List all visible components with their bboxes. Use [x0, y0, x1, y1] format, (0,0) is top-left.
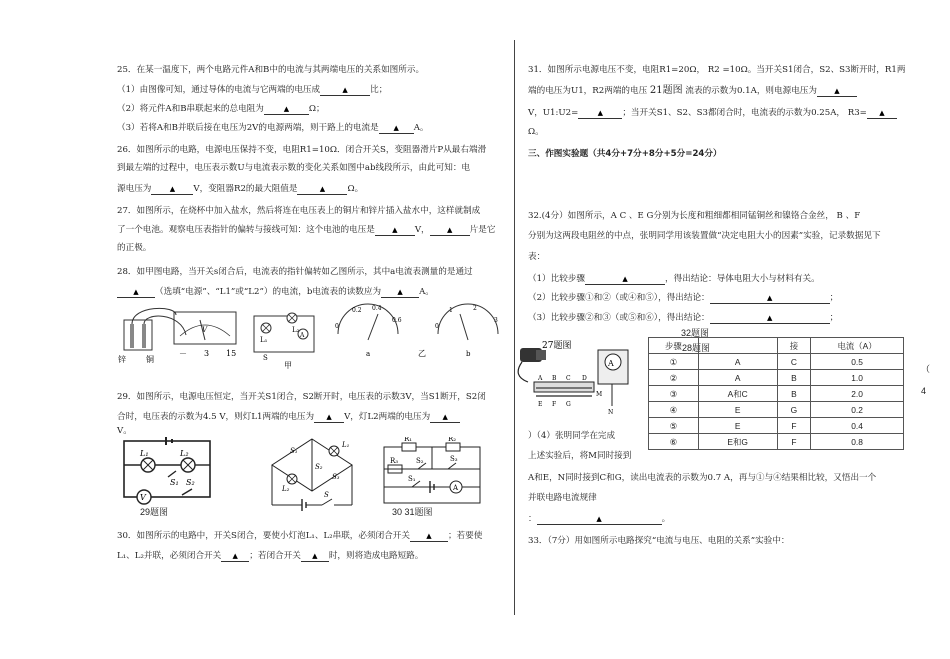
label-A: A	[538, 375, 543, 382]
tick-1: 1	[449, 307, 453, 314]
tick-0.4: 0.4	[372, 305, 382, 312]
q33-line1: 33．（7分）用如图所示电路探究“电流与电压、电阻的关系”实验中：	[528, 536, 790, 546]
q26-line2: 到最左端的过程中，电压表示数U与电流表示数的变化关系如图中ab线段所示，由此可知：电	[117, 163, 471, 173]
answer-blank[interactable]: ▲	[710, 314, 830, 324]
tick-0.2: 0.2	[352, 307, 362, 314]
tick-0.6: 0.6	[392, 317, 402, 324]
fig-30-circuit	[262, 435, 362, 515]
q25-line2: （1）由图像可知，通过导体的电流与它两端的电压成 ▲ 比；	[117, 85, 388, 95]
q27-line2: 了一个电池。观察电压表指针的偏转与接线可知：这个电池的电压是 ▲ V， ▲ 片是它	[117, 225, 496, 235]
answer-blank[interactable]: ▲	[375, 226, 415, 236]
q26-line1: 26．如图所示的电路，电源电压保持不变，电阻R1=10Ω．闭合开关S，变阻器滑片P从最右端滑	[117, 145, 487, 155]
label-S1: S₁	[170, 478, 179, 487]
answer-blank[interactable]: ▲	[410, 532, 448, 542]
label-S2: S₂	[315, 463, 323, 471]
table-row: ③ A和C B 2.0	[649, 386, 904, 402]
q32-item4-line2: 上述实验后，将M同时接到	[528, 451, 632, 461]
table-row: ⑥ E和G F 0.8	[649, 434, 904, 450]
col-current: 电流（A）	[811, 338, 904, 354]
q32-item4-line3: A和E，N同时接到C和G，读出电流表的示数为0.7 A，再与①与④结果相比较，又悟出一个	[528, 473, 877, 483]
label-L2: L₂	[180, 449, 189, 458]
q32-item1: （1）比较步骤 ▲ ，得出结论：导体电阻大小与材料有关。	[528, 274, 820, 284]
table-header-row	[649, 338, 904, 354]
label-b: b	[466, 350, 471, 358]
label-a: a	[366, 350, 371, 358]
q32-line3: 表：	[528, 252, 546, 262]
answer-blank[interactable]: ▲	[578, 109, 622, 119]
q31-figure-tag: 21题图	[649, 85, 683, 96]
q25-line3: （2）将元件A和B串联起来的总电阻为 ▲ Ω；	[117, 104, 325, 114]
q31-line4: Ω。	[528, 127, 544, 137]
label-L2: L₂	[292, 326, 300, 334]
fig-30-31-caption: 30 31题图	[392, 507, 433, 517]
q30-line2: L₁、L₂并联，必须闭合开关 ▲ ；若闭合开关 ▲ 时，则将造成电路短路。	[117, 551, 424, 561]
table-row: ② A B 1.0	[649, 370, 904, 386]
label-jia: 甲	[284, 361, 292, 370]
answer-blank[interactable]: ▲	[710, 294, 830, 304]
svg-text:A: A	[608, 359, 614, 368]
fig-31-circuit	[378, 437, 488, 511]
answer-blank[interactable]: ▲	[817, 87, 857, 97]
label-B: B	[552, 375, 557, 382]
label-S1: S₁	[408, 475, 416, 483]
answer-blank[interactable]: ▲	[221, 552, 249, 562]
answer-blank[interactable]: ▲	[585, 275, 665, 285]
label-minus: －	[179, 349, 187, 358]
tick-0: 0	[335, 323, 339, 330]
answer-blank[interactable]: ▲	[320, 86, 370, 96]
q31-line1: 31．如图所示电源电压不变，电阻R1=20Ω， R2 =10Ω。当开关S1闭合，S2、S3断开时，R1两	[528, 65, 906, 75]
answer-blank[interactable]: ▲	[117, 288, 155, 298]
label-C: C	[566, 375, 571, 382]
q29-line1: 29．如图所示，电源电压恒定，当开关S1闭合，S2断开时，电压表的示数3V，当S1断开，S2闭	[117, 392, 486, 402]
label-E: E	[538, 401, 543, 408]
col-step: 步骤	[649, 338, 699, 354]
answer-blank[interactable]: ▲	[264, 105, 309, 115]
fig-27-caption: 27题图	[542, 341, 572, 351]
fig-28-caption: 28题图	[682, 343, 711, 353]
svg-text:0: 0	[435, 323, 439, 330]
answer-blank[interactable]: ▲	[867, 109, 897, 119]
q25-line4: （3）若将A和B并联后接在电压为2V的电源两端，则干路上的电流是 ▲ A。	[117, 123, 429, 133]
label-S: S	[324, 491, 329, 499]
label-F: F	[552, 401, 557, 408]
label-S3: S₃	[450, 455, 458, 463]
answer-blank[interactable]: ▲	[297, 185, 347, 195]
label-R3: R₃	[390, 457, 399, 465]
label-S3: S₃	[332, 473, 340, 481]
q26-line3: 源电压为 ▲ V，变阻器R2的最大阻值是 ▲ Ω。	[117, 184, 364, 194]
answer-blank[interactable]: ▲	[301, 552, 329, 562]
fig-27-28-apparatus	[512, 336, 644, 416]
label-L1: L₁	[342, 441, 350, 449]
column-divider	[514, 40, 515, 615]
q32-item4-line4: 并联电路电流规律	[528, 493, 597, 503]
q27-line1: 27．如图所示，在烧杯中加入盐水，然后将连在电压表上的铜片和锌片插入盐水中，这样就制成	[117, 206, 481, 216]
answer-blank[interactable]: ▲	[430, 413, 460, 423]
answer-blank[interactable]: ▲	[314, 413, 344, 423]
q28-line1: 28．如甲图电路，当开关s闭合后，电流表的指针偏转如乙图所示，其中a电流表测量的是通过	[117, 267, 473, 277]
table-row: ⑤ E F 0.4	[649, 418, 904, 434]
label-copper: 铜	[146, 355, 154, 364]
q32-item4-line1: ）（4）张明同学在完成	[528, 431, 616, 441]
label-zinc: 锌	[118, 355, 126, 364]
label-S2: S₂	[416, 457, 424, 465]
q30-line1: 30．如图所示的电路中，开关S闭合，要使小灯泡L₁、L₂串联，必须闭合开关 ▲ ；若要使	[117, 531, 483, 541]
label-S2: S₂	[186, 478, 195, 487]
answer-blank[interactable]: ▲	[151, 185, 193, 195]
svg-text:A: A	[300, 332, 305, 339]
label-M: M	[596, 391, 603, 398]
q32-item4-line5: ： ▲ 。	[528, 514, 671, 524]
answer-blank[interactable]: ▲	[379, 124, 414, 134]
fig-32-caption: 32题图	[681, 328, 710, 338]
q31-line3: V，U1:U2= ▲ ；当开关S1、S2、S3都闭合时，电流表的示数为0.25A， R3= ▲	[528, 107, 897, 119]
col-m: M	[698, 338, 777, 354]
table-row: ④ E G 0.2	[649, 402, 904, 418]
label-V: V	[140, 493, 146, 502]
label-N: N	[608, 409, 614, 416]
q27-line3: 的正极。	[117, 243, 152, 253]
label-yi: 乙	[418, 349, 426, 358]
table-row: ① A C 0.5	[649, 354, 904, 370]
label-D: D	[582, 375, 587, 382]
q29-line2: 合时，电压表的示数为4.5 V，则灯L1两端的电压为 ▲ V，灯L2两端的电压为 ▲	[117, 411, 460, 423]
q32-line2: 分别为这两段电阻丝的中点，张明同学用该装置做“决定电阻大小的因素”实验，记录数据见下	[528, 231, 881, 241]
q25-line1: 25．在某一温度下，两个电路元件A和B中的电流与其两端电压的关系如图所示。	[117, 65, 425, 75]
label-S: S	[263, 354, 268, 362]
answer-blank[interactable]: ▲	[537, 515, 662, 525]
q29-line3: V。	[117, 426, 132, 436]
q28-figure	[116, 300, 506, 370]
svg-text:V: V	[202, 326, 208, 334]
label-G: G	[566, 401, 571, 408]
label-L1: L₁	[260, 336, 268, 344]
tick-2: 2	[473, 305, 477, 312]
q31-line2: 端的电压为U1，R2两端的电压 21题图 流表的示数为0.1A，则电源电压为 ▲	[528, 85, 857, 97]
side-mark-4: 4	[921, 386, 927, 396]
fig-29-caption: 29题图	[140, 507, 169, 517]
label-L2: L₂	[282, 485, 290, 493]
col-connect: 接	[777, 338, 811, 354]
q28-line2: ▲ （选填“电源”、“L1”或“L2”）的电流，b电流表的读数应为 ▲ A。	[117, 286, 434, 298]
label-L1: L₁	[140, 449, 149, 458]
label-R2: R₂	[448, 437, 457, 443]
answer-blank[interactable]: ▲	[381, 288, 419, 298]
tick-3: 3	[494, 317, 498, 324]
q32-line1: 32.(4分）如图所示，A C 、E G分别为长度和粗细都相同锰铜丝和镍铬合金丝， B 、F	[528, 211, 861, 221]
q32-item3: （3）比较步骤②和③（或⑤和⑥），得出结论： ▲ ；	[528, 313, 839, 323]
label-A: A	[453, 484, 459, 492]
side-mark-paren: （	[921, 364, 931, 374]
q32-item2: （2）比较步骤①和②（或④和⑤），得出结论： ▲ ；	[528, 293, 839, 303]
label-R1: R₁	[404, 437, 413, 443]
answer-blank[interactable]: ▲	[430, 226, 470, 236]
label-S1: S₁	[290, 447, 298, 455]
experiment-table	[648, 337, 904, 450]
fig-29-circuit	[118, 435, 218, 513]
label-3: 3	[204, 349, 210, 358]
section-3-heading: 三、作图实验题（共4分+7分+8分+5分=24分）	[528, 149, 722, 159]
label-15: 15	[226, 349, 237, 358]
